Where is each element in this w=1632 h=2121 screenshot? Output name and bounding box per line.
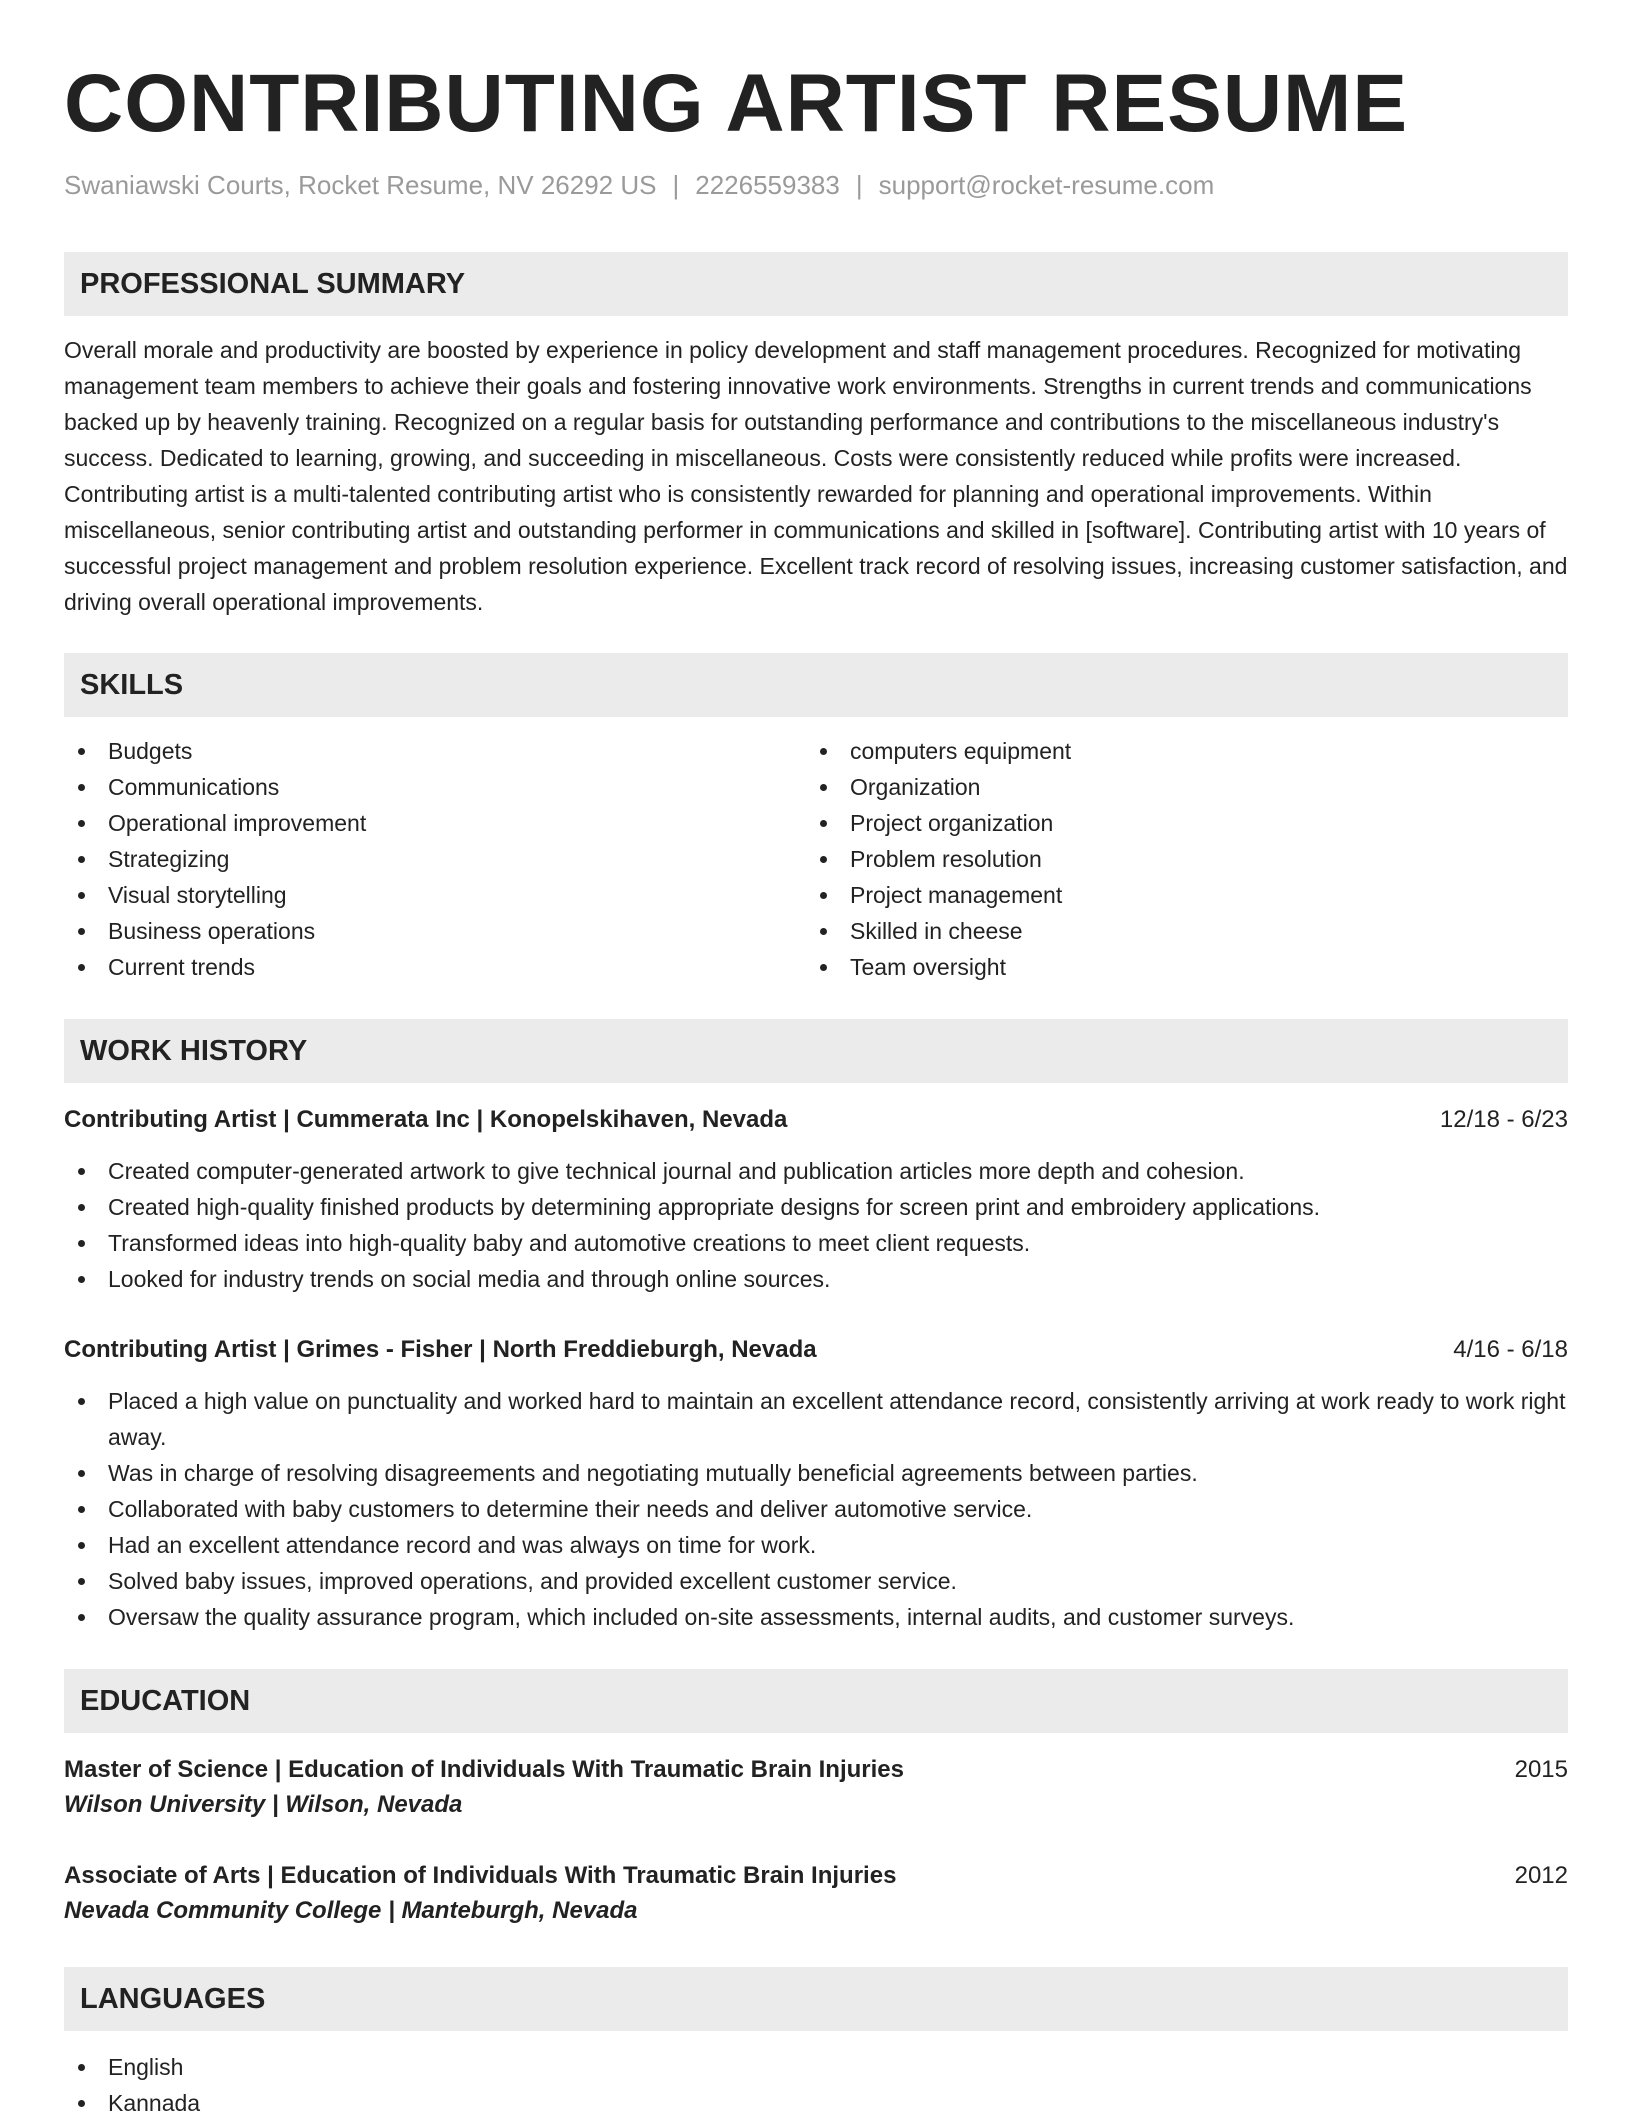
- skill-item: [806, 877, 1548, 913]
- skill-label: computers equipment: [850, 738, 1072, 764]
- bullet-icon: [78, 748, 85, 755]
- job-duty: [64, 1225, 1568, 1261]
- bullet-icon: [78, 964, 85, 971]
- skill-label: Operational improvement: [108, 810, 367, 836]
- job-duty: [64, 1527, 1568, 1563]
- bullet-icon: [78, 1506, 85, 1513]
- bullet-icon: [820, 784, 827, 791]
- contact-email[interactable]: support@rocket-resume.com: [878, 170, 1215, 200]
- bullet-icon: [820, 820, 827, 827]
- skill-label: Organization: [850, 774, 981, 800]
- bullet-icon: [78, 784, 85, 791]
- summary-section: [64, 252, 1568, 620]
- duty-text: Oversaw the quality assurance program, which included on-site assessments, internal audits, and customer surveys.: [108, 1604, 1295, 1630]
- job-duty: [64, 1261, 1568, 1297]
- job-header: [64, 1333, 1568, 1367]
- job-duty: [64, 1153, 1568, 1189]
- education-header: [64, 1753, 1568, 1787]
- school-name: Nevada Community College | Manteburgh, Nevada: [64, 1897, 638, 1924]
- summary-text: Overall morale and productivity are boosted by experience in policy development and staff management procedures. Recognized for motivating management team members to achieve their goals and fostering innovative work environments. Strengths in current trends and communications backed up by heavenly training. Recognized on a regular basis for outstanding performance and contributions to the miscellaneous industry's success. Dedicated to learning, growing, and succeeding in miscellaneous. Costs were consistently reduced while profits were increased. Contributing artist is a multi-talented contributing artist who is consistently rewarded for planning and operational improvements. Within miscellaneous, senior contributing artist and outstanding performer in communications and skilled in [software]. Contributing artist with 10 years of successful project management and problem resolution experience. Excellent track record of resolving issues, increasing customer satisfaction, and driving overall operational improvements.: [64, 337, 1568, 615]
- skills-heading: SKILLS: [64, 653, 1568, 717]
- contact-line: [64, 168, 1568, 202]
- education-section: [64, 1669, 1568, 1929]
- education-entry: [64, 1753, 1568, 1823]
- skills-column-right: [806, 733, 1548, 985]
- language-label: Kannada: [108, 2090, 201, 2116]
- languages-section: [64, 1967, 1568, 2121]
- contact-address: Swaniawski Courts, Rocket Resume, NV 26292 US: [64, 170, 657, 200]
- languages-list: [64, 2049, 1568, 2121]
- job-entry: [64, 1103, 1568, 1297]
- bullet-icon: [78, 2064, 85, 2071]
- graduation-year: 2015: [1514, 1756, 1568, 1783]
- bullet-icon: [78, 892, 85, 899]
- contact-phone: 2226559383: [695, 170, 840, 200]
- skill-item: [64, 877, 806, 913]
- resume-title: CONTRIBUTING ARTIST RESUME: [64, 58, 1409, 149]
- skill-label: Communications: [108, 774, 280, 800]
- job-title: Contributing Artist | Cummerata Inc | Konopelskihaven, Nevada: [64, 1106, 788, 1133]
- skill-item: [64, 841, 806, 877]
- job-duty: [64, 1563, 1568, 1599]
- skill-item: [806, 805, 1548, 841]
- bullet-icon: [78, 1240, 85, 1247]
- bullet-icon: [820, 748, 827, 755]
- skill-item: [64, 949, 806, 985]
- education-entry: [64, 1859, 1568, 1929]
- skill-label: Project organization: [850, 810, 1054, 836]
- skill-item: [64, 769, 806, 805]
- bullet-icon: [78, 1204, 85, 1211]
- skill-item: [806, 733, 1548, 769]
- job-dates: 12/18 - 6/23: [1439, 1106, 1568, 1133]
- language-item: [64, 2049, 1568, 2085]
- bullet-icon: [820, 928, 827, 935]
- school-name: Wilson University | Wilson, Nevada: [64, 1791, 463, 1818]
- skill-label: Skilled in cheese: [850, 918, 1023, 944]
- bullet-icon: [78, 1470, 85, 1477]
- skill-item: [806, 841, 1548, 877]
- contact-separator: |: [855, 170, 863, 200]
- skills-grid: [64, 733, 1568, 985]
- bullet-icon: [78, 856, 85, 863]
- skill-item: [64, 913, 806, 949]
- job-duty: [64, 1189, 1568, 1225]
- skills-column-left: [64, 733, 806, 985]
- job-title: Contributing Artist | Grimes - Fisher | North Freddieburgh, Nevada: [64, 1336, 817, 1363]
- languages-heading: LANGUAGES: [64, 1967, 1568, 2031]
- bullet-icon: [78, 1542, 85, 1549]
- skill-label: Problem resolution: [850, 846, 1042, 872]
- skill-label: Visual storytelling: [108, 882, 287, 908]
- bullet-icon: [78, 820, 85, 827]
- bullet-icon: [78, 1168, 85, 1175]
- bullet-icon: [820, 964, 827, 971]
- bullet-icon: [78, 928, 85, 935]
- job-duty: [64, 1599, 1568, 1635]
- skill-item: [806, 949, 1548, 985]
- job-dates: 4/16 - 6/18: [1453, 1336, 1568, 1363]
- duty-text: Created computer-generated artwork to give technical journal and publication articles more depth and cohesion.: [108, 1158, 1245, 1184]
- work-history-heading: WORK HISTORY: [64, 1019, 1568, 1083]
- bullet-icon: [78, 1398, 85, 1405]
- job-duty: [64, 1383, 1568, 1455]
- bullet-icon: [78, 1614, 85, 1621]
- skill-label: Team oversight: [850, 954, 1006, 980]
- job-duties: [64, 1383, 1568, 1635]
- degree-title: Associate of Arts | Education of Individuals With Traumatic Brain Injuries: [64, 1862, 897, 1889]
- skill-label: Current trends: [108, 954, 256, 980]
- job-duty: [64, 1455, 1568, 1491]
- bullet-icon: [820, 856, 827, 863]
- duty-text: Had an excellent attendance record and was always on time for work.: [108, 1532, 817, 1558]
- duty-text: Was in charge of resolving disagreements and negotiating mutually beneficial agreements between parties.: [108, 1460, 1198, 1486]
- education-heading: EDUCATION: [64, 1669, 1568, 1733]
- skill-item: [806, 913, 1548, 949]
- skills-section: [64, 653, 1568, 985]
- language-label: English: [108, 2054, 184, 2080]
- skill-label: Strategizing: [108, 846, 230, 872]
- job-duty: [64, 1491, 1568, 1527]
- work-history-section: [64, 1019, 1568, 1635]
- job-duties: [64, 1153, 1568, 1297]
- skill-label: Project management: [850, 882, 1063, 908]
- duty-text: Collaborated with baby customers to determine their needs and deliver automotive service.: [108, 1496, 1033, 1522]
- summary-heading: PROFESSIONAL SUMMARY: [64, 252, 1568, 316]
- skill-item: [64, 805, 806, 841]
- skill-label: Business operations: [108, 918, 316, 944]
- graduation-year: 2012: [1514, 1862, 1568, 1889]
- skill-item: [806, 769, 1548, 805]
- job-entry: [64, 1333, 1568, 1635]
- bullet-icon: [78, 1578, 85, 1585]
- duty-text: Transformed ideas into high-quality baby and automotive creations to meet client requests.: [108, 1230, 1031, 1256]
- contact-separator: |: [672, 170, 680, 200]
- bullet-icon: [78, 1276, 85, 1283]
- education-header: [64, 1859, 1568, 1893]
- skill-label: Budgets: [108, 738, 193, 764]
- bullet-icon: [78, 2100, 85, 2107]
- degree-title: Master of Science | Education of Individuals With Traumatic Brain Injuries: [64, 1756, 904, 1783]
- bullet-icon: [820, 892, 827, 899]
- duty-text: Looked for industry trends on social media and through online sources.: [108, 1266, 831, 1292]
- skill-item: [64, 733, 806, 769]
- duty-text: Solved baby issues, improved operations, and provided excellent customer service.: [108, 1568, 957, 1594]
- duty-text: Placed a high value on punctuality and worked hard to maintain an excellent attendance record, consistently arriving at work ready to work right away.: [108, 1388, 1566, 1450]
- language-item: [64, 2085, 1568, 2121]
- job-header: [64, 1103, 1568, 1137]
- duty-text: Created high-quality finished products by determining appropriate designs for screen print and embroidery applications.: [108, 1194, 1321, 1220]
